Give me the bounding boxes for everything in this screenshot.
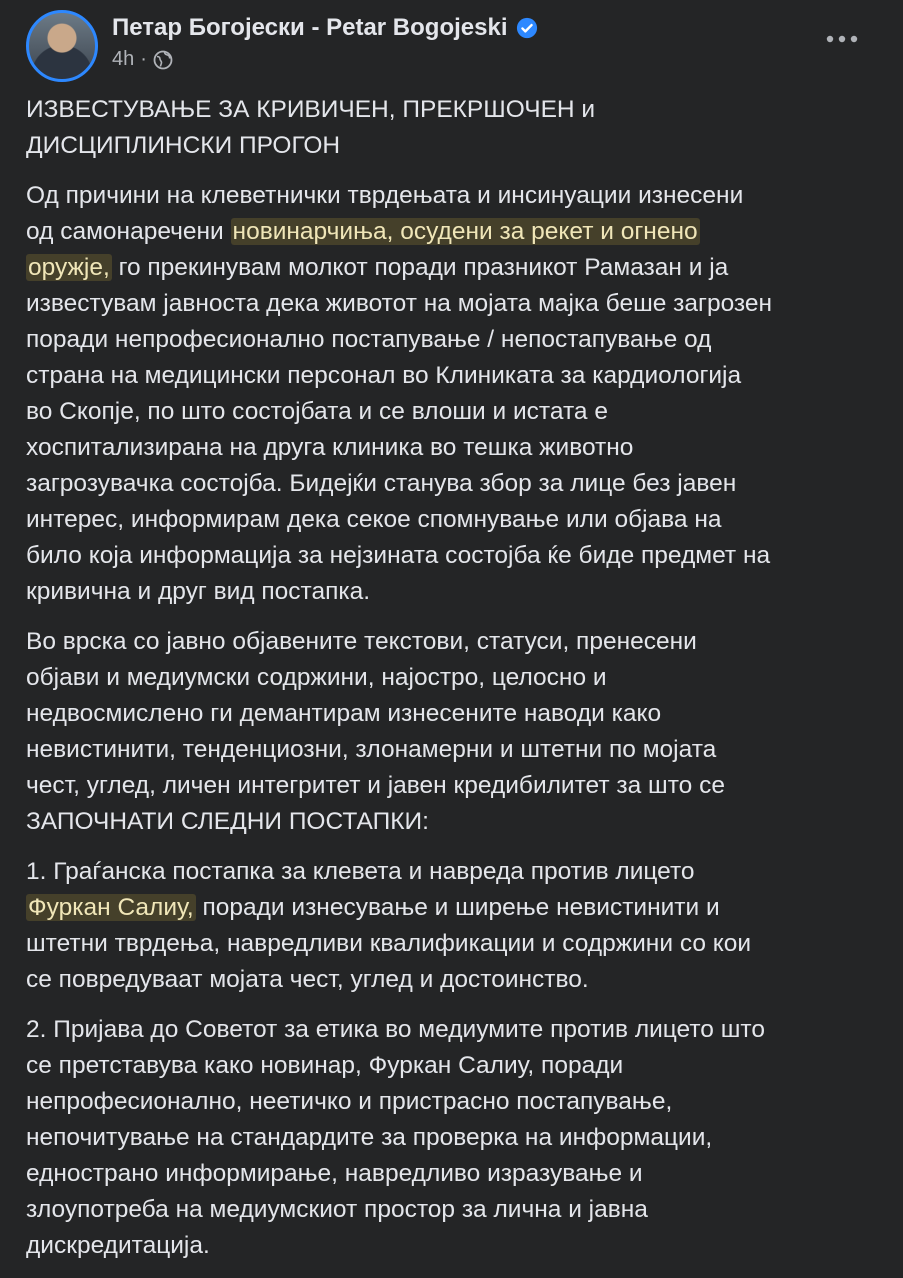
title-line: ИЗВЕСТУВАЊЕ ЗА КРИВИЧЕН, ПРЕКРШОЧЕН и (26, 96, 596, 123)
text-line: интерес, информирам дека секое спомнување или објава на (26, 506, 722, 533)
text-line: загрозувачка состојба. Бидејќи станува збор за лице без јавен (26, 470, 737, 497)
author-avatar[interactable] (26, 10, 98, 82)
text-line: еднострано информирање, навредливо изразување и (26, 1160, 643, 1187)
text-line: се претставува како новинар, Фуркан Салиу, поради (26, 1052, 624, 1079)
text-line: непрофесионално, неетичко и пристрасно постапување, (26, 1088, 673, 1115)
text-line: страна на медицински персонал во Клиниката за кардиологија (26, 362, 742, 389)
text-line: од самонаречени (26, 218, 231, 245)
text-line: Од причини на клеветнички тврдењата и инсинуации изнесени (26, 182, 744, 209)
paragraph-2 (26, 624, 886, 840)
title-line: ДИСЦИПЛИНСКИ ПРОГОН (26, 132, 341, 159)
paragraph-4 (26, 1012, 886, 1264)
text-line: поради изнесување и ширење невистинити и (195, 894, 720, 921)
author-name-row (112, 14, 538, 42)
verified-badge-icon (516, 17, 538, 39)
highlighted-text: оружје, (28, 254, 110, 281)
text-line: кривична и друг вид постапка. (26, 578, 371, 605)
author-name[interactable]: Петар Богојески - Petar Bogojeski (112, 14, 508, 41)
paragraph-1 (26, 178, 886, 610)
post-header (0, 0, 903, 90)
text-line: се повредуваат мојата чест, углед и достоинство. (26, 966, 589, 993)
text-line: чест, углед, личен интегритет и јавен кредибилитет за што се (26, 772, 725, 799)
text-line: дискредитација. (26, 1232, 210, 1259)
text-line: непочитување на стандардите за проверка на информации, (26, 1124, 713, 1151)
post-title (26, 92, 886, 164)
text-line: објави и медиумски содржини, најостро, целосно и (26, 664, 607, 691)
highlighted-text: Фуркан Салиу, (28, 894, 194, 921)
text-line: штетни тврдења, навредливи квалификации и содржини со кои (26, 930, 752, 957)
globe-icon[interactable] (153, 50, 173, 70)
meta-separator: · (140, 48, 147, 70)
post-time[interactable]: 4h (112, 48, 135, 70)
text-line: 2. Пријава до Советот за етика во медиумите против лицето што (26, 1016, 765, 1043)
post-meta (112, 48, 173, 71)
text-line: недвосмислено ги демантирам изнесените наводи како (26, 700, 662, 727)
text-line: известувам јавноста дека животот на мојата мајка беше загрозен (26, 290, 773, 317)
text-line: поради непрофесионално постапување / непостапување од (26, 326, 712, 353)
text-line: било која информација за нејзината состојба ќе биде предмет на (26, 542, 771, 569)
text-line: ЗАПОЧНАТИ СЛЕДНИ ПОСТАПКИ: (26, 808, 429, 835)
paragraph-3 (26, 854, 886, 998)
highlighted-text: новинарчиња, осудени за рекет и огнено (232, 218, 698, 245)
more-options-icon[interactable] (822, 24, 862, 54)
text-line: во Скопје, по што состојбата и се влоши и истата е (26, 398, 608, 425)
text-line: 1. Граѓанска постапка за клевета и навреда против лицето (26, 858, 695, 885)
text-line: хоспитализирана на друга клиника во тешка животно (26, 434, 634, 461)
text-line: Во врска со јавно објавените текстови, статуси, пренесени (26, 628, 697, 655)
text-line: го прекинувам молкот поради празникот Рамазан и ја (111, 254, 729, 281)
text-line: злоупотреба на медиумскиот простор за лична и јавна (26, 1196, 648, 1223)
text-line: невистинити, тенденциозни, злонамерни и штетни по мојата (26, 736, 717, 763)
post-body (26, 92, 886, 1278)
